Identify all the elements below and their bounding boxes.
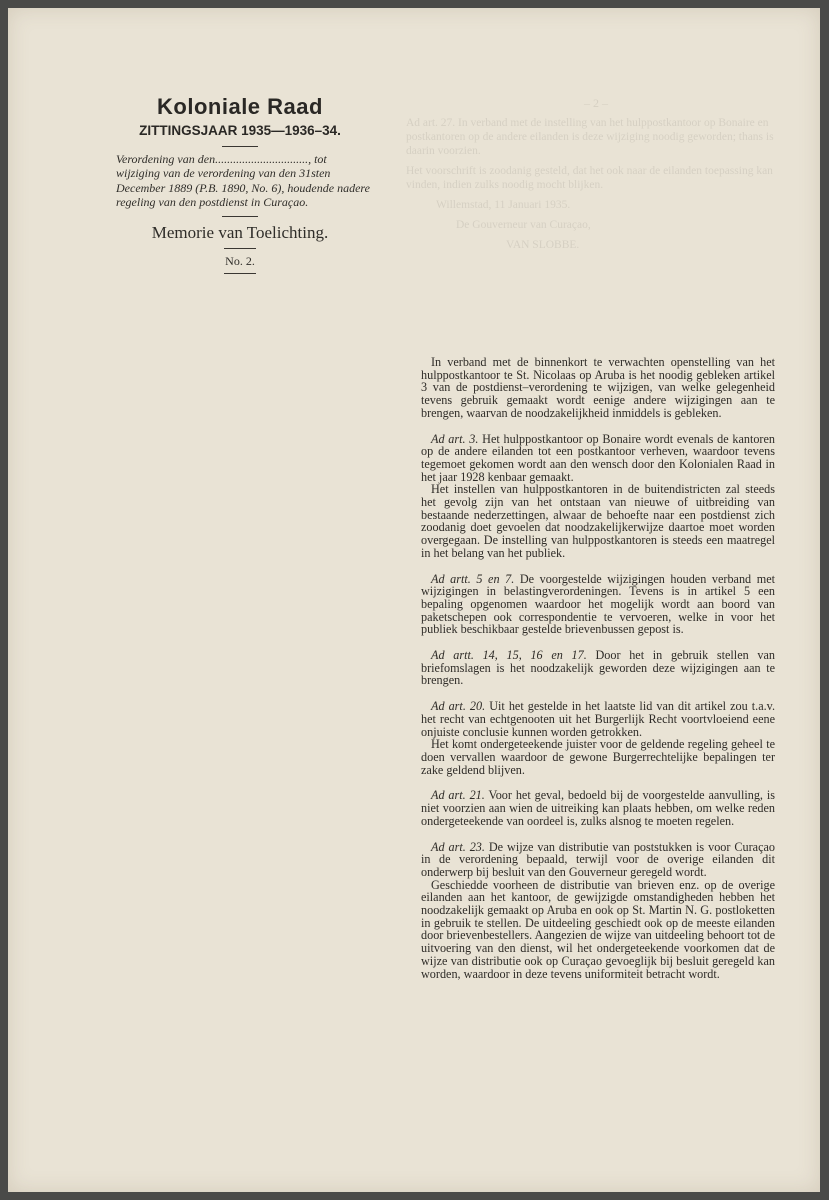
memorie-heading: Memorie van Toelichting. [151,222,329,242]
divider [224,248,256,249]
document-header [108,94,372,278]
body-paragraph: Ad art. 21. Voor het geval, bedoeld bij de voorgestelde aanvulling, is niet voorzien aan wien de uitreiking kan plaats hebben, om welke reden ondergeteekende van oordeel is, zulks alsnog te moeten regelen. [421,788,775,828]
body-paragraph: Ad art. 3. Het hulppostkantoor op Bonaire wordt evenals de kantoren op de andere eilanden tot een postkantoor verheven, waardoor tevens tegemoet gekomen wordt aan den wensch door den Kolonialen Raad in het jaar 1928 kenbaar gemaakt. [421,431,775,484]
show-through-paragraph: Het voorschrift is zoodanig gesteld, dat het ook naar de eilanden toepassing kan vinden, indien zulks noodig mocht blijken. [406,165,773,191]
document-page [8,8,820,1192]
article-ref: Ad art. 20. [431,699,486,714]
show-through-signature: De Gouverneur van Curaçao, [456,219,591,231]
article-ref: Ad artt. 5 en 7. [431,571,515,586]
council-title: Koloniale Raad [157,94,323,119]
article-ref: Ad art. 3. [431,431,479,446]
body-paragraph: In verband met de binnenkort te verwachten openstelling van het hulppostkantoor te St. Nicolaas op Aruba is het noodig gebleken artikel 3 van de postdienst–verordening te wijzigen, van welke gelegenheid tevens gebruik gemaakt wordt eenige andere wijzigingen aan te brengen, waarvan de noodzakelijkheid inmiddels is gebleken. [421,355,775,420]
divider [222,146,258,147]
document-number: No. 2. [225,253,255,268]
body-paragraph: Ad artt. 5 en 7. De voorgestelde wijzigingen houden verband met wijzigingen in belastingverordeningen. Tevens is in artikel 5 een bepaling opgenomen waardoor het mogelijk wordt aan boord van paketschepen ook correspondentie te vervoeren, welke in voor het publiek beschikbaar gestelde brievenbussen gepost is. [421,571,775,637]
divider [224,273,256,274]
body-paragraph: Ad art. 20. Uit het gestelde in het laatste lid van dit artikel zou t.a.v. het recht van echtgenooten uit het Burgerlijk Recht voortvloeiend eene onjuiste conclusie kunnen worden getrokken. [421,699,775,739]
body-paragraph: Geschiedde voorheen de distributie van brieven enz. op de overige eilanden aan het kantoor, de gewijzigde omstandigheden hebben het noodzakelijk gemaakt op Aruba en ook op St. Martin N. G. postloketten in gebruik te stellen. De uitdeeling geschiedt ook op de meeste eilanden door brievenbestellers. Aangezien de wijze van uitdeeling behoort tot de uitvoering van den dienst, wil het ondergeteekende voorkomen dat de wijze van distributie ook op Curaçao gevoeglijk bij besluit geregeld kan worden, waardoor in deze tevens uniformiteit betracht wordt. [421,877,775,981]
body-paragraph: Ad artt. 14, 15, 16 en 17. Door het in gebruik stellen van briefomslagen is het noodzakelijk geworden deze wijzigingen aan te brengen. [421,648,775,688]
show-through-page-mark: – 2 – [584,96,608,110]
body-paragraph: Het instellen van hulppostkantoren in de buitendistricten zal steeds het gevolg zijn van het ontstaan van nieuwe of uitbreiding van bestaande nederzettingen, alwaar de behoefte naar een postdienst zich zoodanig doet gevoelen dat noodzakelijkerwijze daartoe moet worden overgegaan. De instelling van hulppostkantoren is steeds een maatregel in het belang van het publiek. [421,482,775,560]
article-ref: Ad art. 21. [431,788,485,803]
article-ref: Ad art. 23. [431,839,485,854]
article-ref: Ad artt. 14, 15, 16 en 17. [431,648,587,663]
body-paragraph: Ad art. 23. De wijze van distributie van poststukken is voor Curaçao in de verordening bepaald, terwijl voor de overige eilanden dit onderwerp bij besluit van den Gouverneur geregeld wordt. [421,839,775,879]
show-through-text [406,96,786,258]
memorandum-body [421,356,775,980]
divider [222,216,258,217]
show-through-signature: Willemstad, 11 Januari 1935. [436,199,571,211]
show-through-paragraph: Ad art. 27. In verband met de instelling van het hulppostkantoor op Bonaire en postkantoren op de andere eilanden is deze wijziging noodig geworden; thans is daarin voorzien. [406,117,774,157]
show-through-signature: VAN SLOBBE. [506,239,580,251]
session-year: ZITTINGSJAAR 1935—1936–34. [139,123,341,138]
ordinance-title: Verordening van den..............................., tot wijziging van de verordening van den 31sten December 1889 (P.B. 1890, No. 6), houdende nadere regeling van den postdienst in Curaçao. [116,152,370,210]
body-paragraph: Het komt ondergeteekende juister voor de geldende regeling geheel te doen vervallen waardoor de gewone Burgerrechtelijke bepalingen ter zake geldend blijven. [421,737,775,777]
